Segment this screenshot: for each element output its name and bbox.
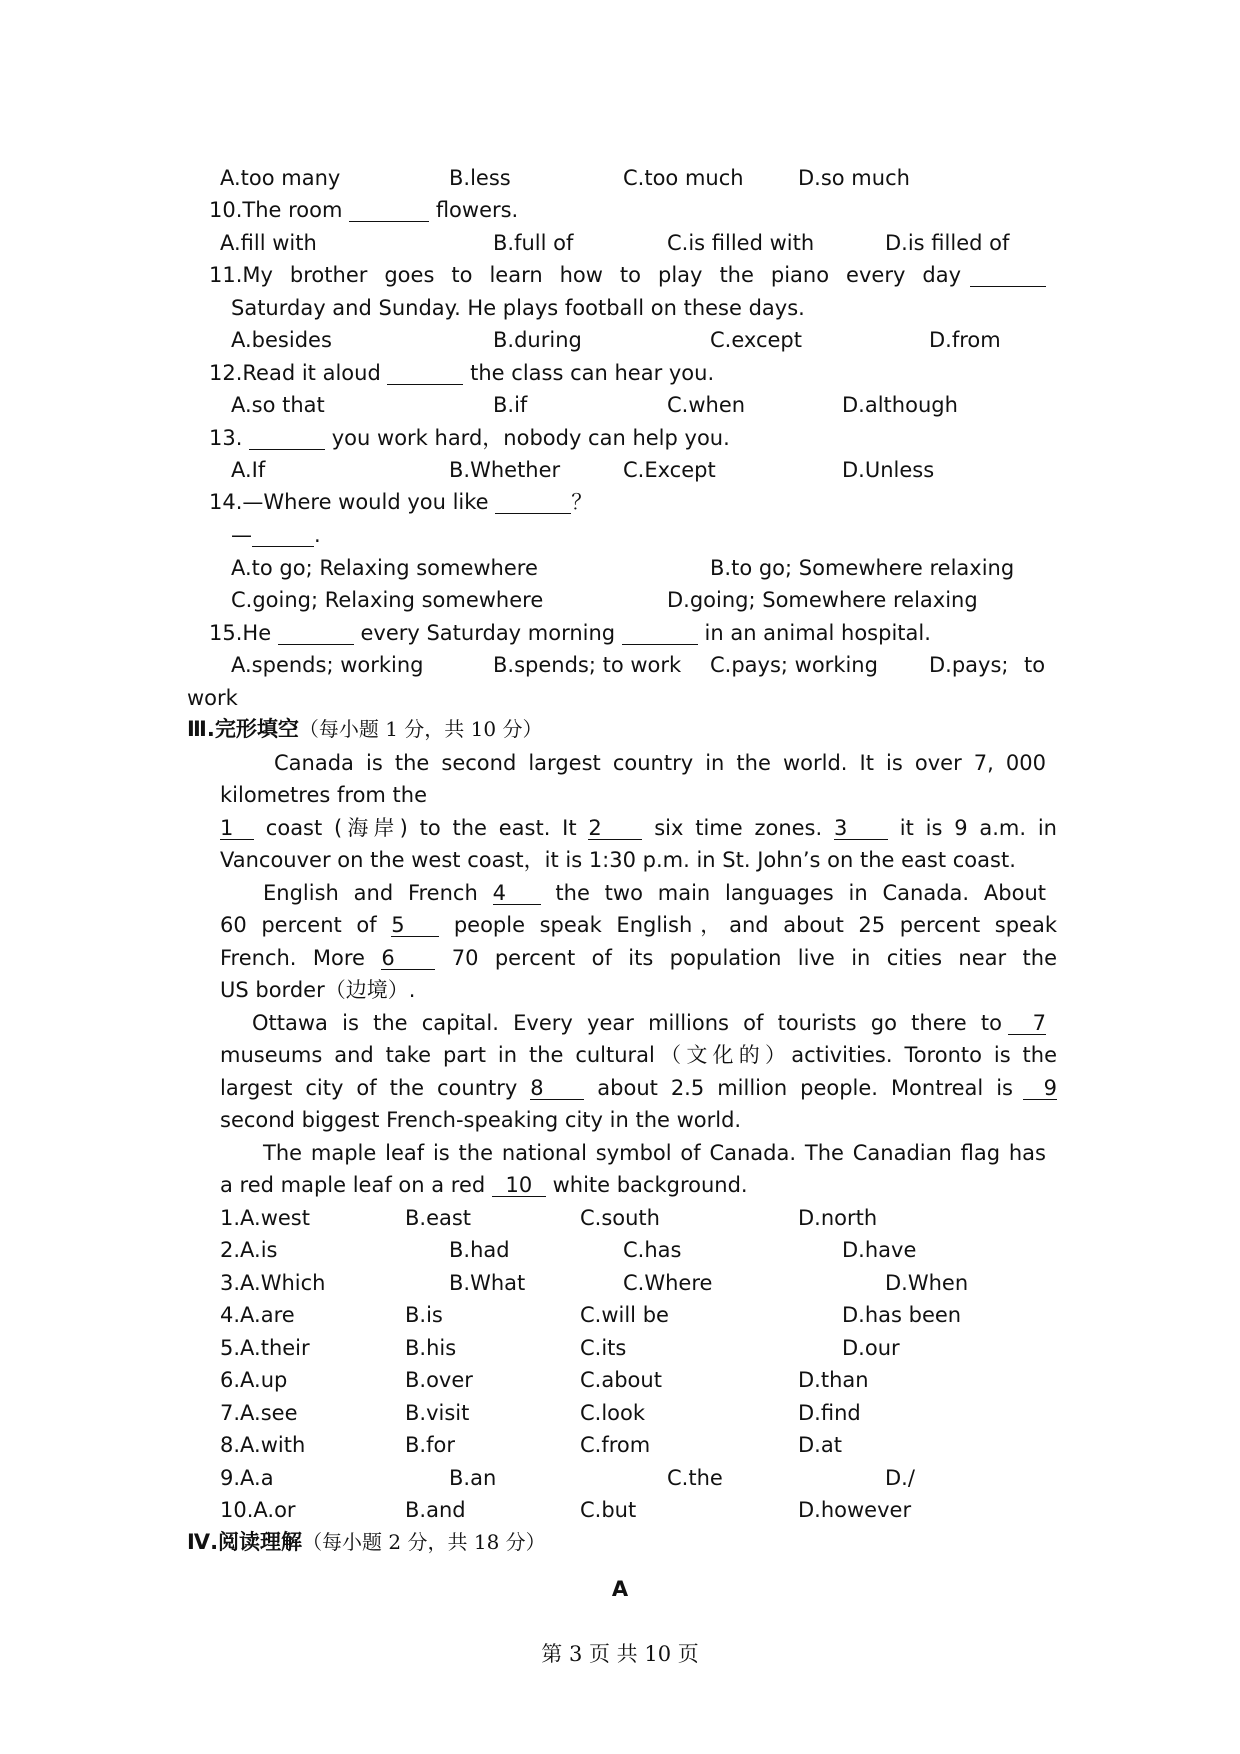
question-12: 12.Read it aloud the class can hear you.	[209, 361, 715, 385]
question-14-reply: — .	[231, 523, 321, 547]
option: A.fill with	[220, 231, 317, 255]
option: D.have	[842, 1238, 917, 1262]
option: D.than	[798, 1368, 869, 1392]
option: B.for	[405, 1433, 455, 1457]
option: 4.A.are	[220, 1303, 295, 1327]
page-footer: 第 3 页 共 10 页	[541, 1642, 699, 1666]
option: C.when	[667, 393, 746, 417]
option: D.When	[885, 1271, 969, 1295]
option: D.is filled of	[885, 231, 1010, 255]
option: B.Whether	[449, 458, 561, 482]
answer-blank	[970, 265, 1046, 287]
option: A.besides	[231, 328, 332, 352]
option: D.however	[798, 1498, 912, 1522]
question-text: Saturday and Sunday. He plays football on these days.	[231, 296, 805, 320]
option: A.If	[231, 458, 266, 482]
option: D.so much	[798, 166, 910, 190]
option: 1.A.west	[220, 1206, 310, 1230]
option: C.is filled with	[667, 231, 815, 255]
cloze-blank: 6	[381, 948, 435, 970]
cloze-blank: 4	[493, 883, 541, 905]
option: D./	[885, 1466, 915, 1490]
option: D.our	[842, 1336, 900, 1360]
option: B.full of	[493, 231, 574, 255]
passage-line: Vancouver on the west coast，it is 1:30 p.m. in St. John’s on the east coast.	[220, 848, 1016, 872]
option: B.during	[493, 328, 582, 352]
option-wrap: work	[187, 686, 238, 710]
passage-line: largest city of the country 8 about 2.5 million people. Montreal is 9	[220, 1076, 1057, 1100]
passage-label: A	[611, 1577, 629, 1601]
option: D.find	[798, 1401, 861, 1425]
question-14: 14.—Where would you like ？	[209, 490, 593, 514]
option: A.too many	[220, 166, 341, 190]
option: C.except	[710, 328, 802, 352]
option: B.his	[405, 1336, 457, 1360]
passage-line: 1 coast (海岸) to the east. It 2 six time zones. 3 it is 9 a.m. in	[220, 816, 1057, 840]
option: 6.A.up	[220, 1368, 288, 1392]
cloze-blank: 7	[1008, 1013, 1046, 1035]
option: 7.A.see	[220, 1401, 298, 1425]
option: D.has been	[842, 1303, 962, 1327]
option: 2.A.is	[220, 1238, 278, 1262]
option: A.spends; working	[231, 653, 424, 677]
option: to	[1024, 653, 1046, 677]
passage-line: Canada is the second largest country in the world. It is over 7, 000	[274, 751, 1046, 775]
passage-line: museums and take part in the cultural（文化的）activities. Toronto is the	[220, 1043, 1057, 1067]
option: C.Except	[623, 458, 716, 482]
option: C.will be	[580, 1303, 669, 1327]
question-11: 11.My brother goes to learn how to play the piano every day	[209, 265, 1046, 287]
option: C.its	[580, 1336, 627, 1360]
question-13: 13. you work hard，nobody can help you.	[209, 426, 730, 450]
passage-line: The maple leaf is the national symbol of Canada. The Canadian flag has	[263, 1141, 1046, 1165]
option: C.look	[580, 1401, 646, 1425]
option: D.although	[842, 393, 958, 417]
option: D.Unless	[842, 458, 935, 482]
question-10: 10.The room flowers.	[209, 198, 519, 222]
option: 10.A.or	[220, 1498, 296, 1522]
answer-blank	[252, 525, 314, 547]
option: C.but	[580, 1498, 637, 1522]
option: B.is	[405, 1303, 443, 1327]
option: C.going; Relaxing somewhere	[231, 588, 544, 612]
answer-blank	[249, 428, 325, 450]
section-heading: Ⅲ.完形填空（每小题 1 分，共 10 分）	[187, 717, 543, 741]
option: C.about	[580, 1368, 662, 1392]
option: B.visit	[405, 1401, 470, 1425]
option: C.from	[580, 1433, 651, 1457]
option: D.pays;	[929, 653, 1009, 677]
option: B.spends; to work	[493, 653, 682, 677]
passage-line: Ottawa is the capital. Every year millions of tourists go there to 7	[252, 1011, 1046, 1035]
option: B.east	[405, 1206, 472, 1230]
cloze-blank: 9	[1023, 1078, 1057, 1100]
option: B.over	[405, 1368, 473, 1392]
option: B.and	[405, 1498, 466, 1522]
option: C.pays; working	[710, 653, 878, 677]
passage-line: second biggest French-speaking city in the world.	[220, 1108, 742, 1132]
option: A.so that	[231, 393, 325, 417]
answer-blank	[349, 200, 429, 222]
passage-line: US border（边境）.	[220, 978, 416, 1002]
answer-blank	[278, 623, 354, 645]
answer-blank	[622, 623, 698, 645]
option: C.has	[623, 1238, 682, 1262]
option: B.had	[449, 1238, 510, 1262]
option: C.Where	[623, 1271, 713, 1295]
option: B.less	[449, 166, 511, 190]
cloze-blank: 10	[492, 1175, 546, 1197]
answer-blank	[387, 363, 463, 385]
passage-line: English and French 4 the two main languages in Canada. About	[263, 881, 1047, 905]
option: 5.A.their	[220, 1336, 310, 1360]
option: C.south	[580, 1206, 660, 1230]
option: C.the	[667, 1466, 723, 1490]
question-15: 15.He every Saturday morning in an animal hospital.	[209, 621, 931, 645]
cloze-blank: 3	[834, 818, 888, 840]
cloze-blank: 5	[391, 915, 439, 937]
option: A.to go; Relaxing somewhere	[231, 556, 538, 580]
option: 8.A.with	[220, 1433, 306, 1457]
passage-line: a red maple leaf on a red 10 white background.	[220, 1173, 748, 1197]
passage-line: French. More 6 70 percent of its population live in cities near the	[220, 946, 1057, 970]
answer-blank	[495, 492, 571, 514]
cloze-blank: 2	[588, 818, 642, 840]
option: 3.A.Which	[220, 1271, 326, 1295]
option: 9.A.a	[220, 1466, 274, 1490]
option: B.to go; Somewhere relaxing	[710, 556, 1015, 580]
option: D.going; Somewhere relaxing	[667, 588, 978, 612]
cloze-blank: 1	[220, 818, 254, 840]
option: B.What	[449, 1271, 526, 1295]
option: D.from	[929, 328, 1001, 352]
option: B.if	[493, 393, 528, 417]
option: D.at	[798, 1433, 842, 1457]
passage-line: 60 percent of 5 people speak English，and about 25 percent speak	[220, 913, 1058, 937]
cloze-blank: 8	[530, 1078, 584, 1100]
option: B.an	[449, 1466, 497, 1490]
passage-line: kilometres from the	[220, 783, 428, 807]
section-heading: Ⅳ.阅读理解（每小题 2 分，共 18 分）	[187, 1530, 546, 1554]
option: D.north	[798, 1206, 878, 1230]
option: C.too much	[623, 166, 744, 190]
